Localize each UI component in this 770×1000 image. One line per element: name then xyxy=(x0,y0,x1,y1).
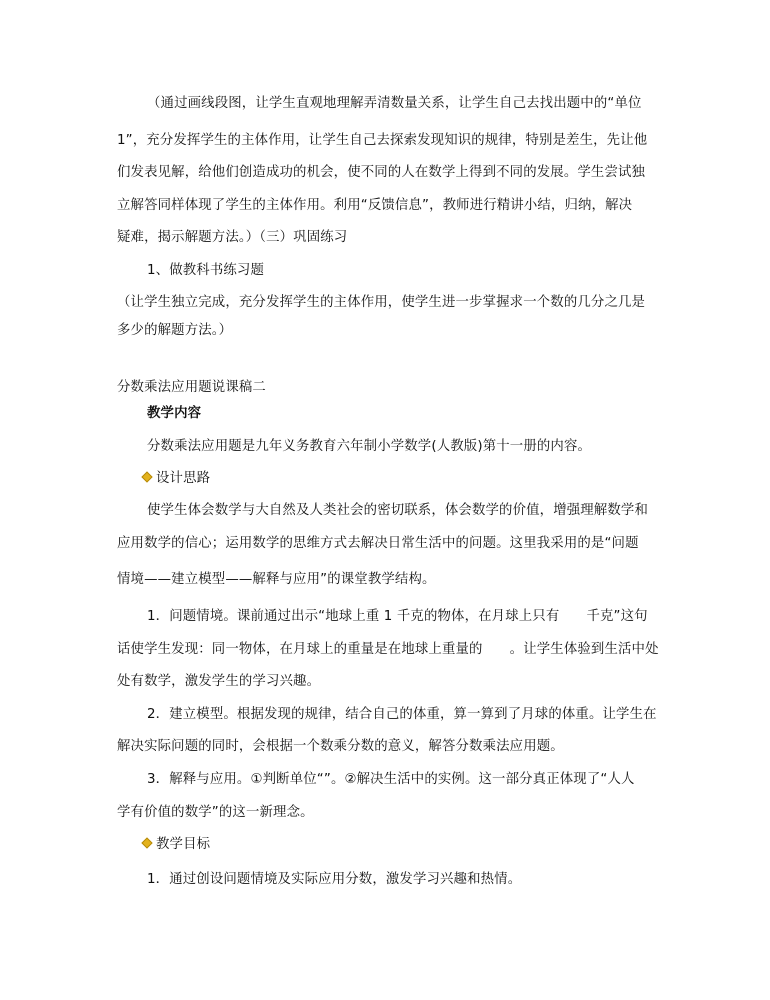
section-title: 分数乘法应用题说课稿二 xyxy=(117,380,266,395)
heading-design-ideas xyxy=(143,470,703,488)
paragraph-line: 1．通过创设问题情境及实际应用分数，激发学习兴趣和热情。 xyxy=(147,872,522,887)
paragraph-line: 1”，充分发挥学生的主体作用，让学生自己去探索发现知识的规律，特别是差生，先让他 xyxy=(117,133,648,148)
list-item: 1、做教科书练习题 xyxy=(147,263,264,278)
paragraph-line: 学有价值的数学”的这一新理念。 xyxy=(117,805,314,820)
paragraph-line: 分数乘法应用题是九年义务教育六年制小学数学(人教版)第十一册的内容。 xyxy=(147,439,592,454)
paragraph-line: 2．建立模型。根据发现的规律，结合自己的体重，算一算到了月球的体重。让学生在 xyxy=(147,707,657,722)
heading-teaching-goals xyxy=(143,836,703,854)
heading-label: 教学目标 xyxy=(156,837,211,852)
diamond-bullet-icon xyxy=(141,471,152,482)
paragraph-line: 解决实际问题的同时，会根据一个数乘分数的意义，解答分数乘法应用题。 xyxy=(117,739,564,754)
paragraph-line: 立解答同样体现了学生的主体作用。利用“反馈信息”，教师进行精讲小结，归纳，解决 xyxy=(117,198,633,213)
paragraph-line: 应用数学的信心；运用数学的思维方式去解决日常生活中的问题。这里我采用的是“问题 xyxy=(117,536,639,551)
paragraph-line: （通过画线段图，让学生直观地理解弄清数量关系，让学生自己去找出题中的“单位 xyxy=(147,96,642,111)
paragraph-line: 疑难，揭示解题方法。）（三）巩固练习 xyxy=(117,230,348,245)
paragraph-line: 1．问题情境。课前通过出示“地球上重 1 千克的物体，在月球上只有 千克”这句 xyxy=(147,609,648,624)
paragraph-line: 情境——建立模型——解释与应用”的课堂教学结构。 xyxy=(117,572,436,587)
paragraph-line: 使学生体会数学与大自然及人类社会的密切联系，体会数学的价值，增强理解数学和 xyxy=(147,503,649,518)
heading-teaching-content: 教学内容 xyxy=(147,406,202,421)
diamond-bullet-icon xyxy=(141,837,152,848)
paragraph-line: 3．解释与应用。①判断单位“”。②解决生活中的实例。这一部分真正体现了“人人 xyxy=(147,772,635,787)
paragraph-line: 多少的解题方法。） xyxy=(117,323,233,338)
paragraph-line: 们发表见解，给他们创造成功的机会，使不同的人在数学上得到不同的发展。学生尝试独 xyxy=(117,165,646,180)
heading-label: 设计思路 xyxy=(156,471,211,486)
paragraph-line: （让学生独立完成，充分发挥学生的主体作用，使学生进一步掌握求一个数的几分之几是 xyxy=(117,295,646,310)
paragraph-line: 处有数学，激发学生的学习兴趣。 xyxy=(117,674,321,689)
paragraph-line: 话使学生发现：同一物体，在月球上的重量是在地球上重量的 。让学生体验到生活中处 xyxy=(117,642,659,657)
